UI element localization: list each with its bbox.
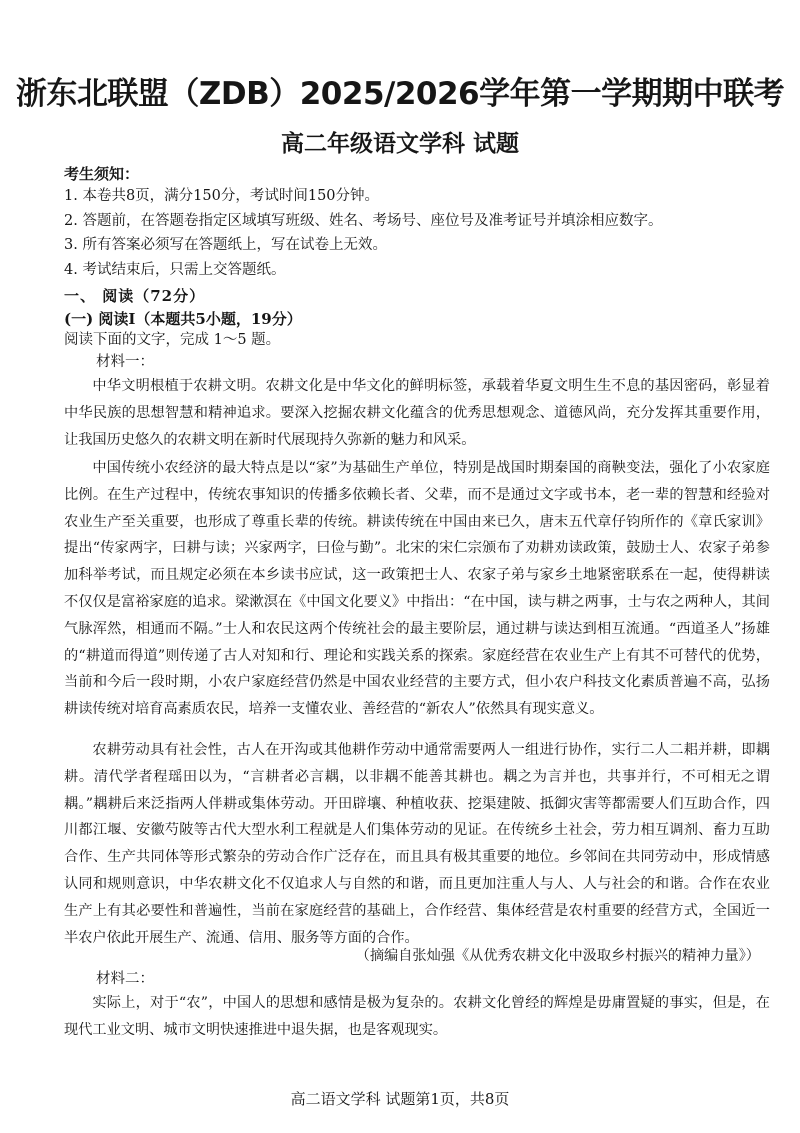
notice-item-4: 4. 考试结束后，只需上交答题纸。 [64, 262, 286, 279]
exam-subtitle: 高二年级语文学科 试题 [280, 131, 519, 157]
material-one-label: 材料一： [96, 354, 154, 370]
subsection-heading: (一) 阅读I（本题共5小题，19分） [64, 310, 302, 328]
material-one-paragraph-2: 中国传统小农经济的最大特点是以“家”为基础生产单位，特别是战国时期秦国的商鞅变法，强化了小农家庭比例。在生产过程中，传统农事知识的传播多依赖长者、父辈，而不是通过文字或书本，老一辈的智慧和经验对农业生产至关重要，也形成了尊重长辈的传统。耕读传统在中国由来已久，唐末五代章仔钧所作的《章氏家训》提出“传家两字，曰耕与读；兴家两字，曰俭与勤”。北宋的宋仁宗颁布了劝耕劝读政策，鼓励士人、农家子弟参加科举考试，而且规定必须在本乡读书应试，这一政策把士人、农家子弟与家乡土地紧密联系在一起，使得耕读不仅仅是富裕家庭的追求。梁漱溟在《中国文化要义》中指出：“在中国，读与耕之两事，士与农之两种人，其间气脉浑然，相通而不隔。”士人和农民这两个传统社会的最主要阶层，通过耕与读达到相互流通。“西道圣人”扬雄的“耕道而得道”则传递了古人对知和行、理论和实践关系的探索。家庭经营在农业生产上有其不可替代的优势，当前和今后一段时期，小农户家庭经营仍然是中国农业经营的主要方式，但小农户科技文化素质普遍不高，弘扬耕读传统对培育高素质农民，培养一支懂农业、善经营的“新农人”依然具有现实意义。 [64, 460, 770, 718]
candidate-notice [64, 164, 764, 283]
material-one-paragraph-3: 农耕劳动具有社会性，古人在开沟或其他耕作劳动中通常需要两人一组进行协作，实行二人二耜并耕，即耦耕。清代学者程瑶田以为，“言耕者必言耦，以非耦不能善其耕也。耦之为言并也，共事并行，不可相无之谓耦。”耦耕后来泛指两人伴耕或集体劳动。开田辟壤、种植收获、挖渠建陂、抵御灾害等都需要人们互助合作，四川都江堰、安徽芍陂等古代大型水利工程就是人们集体劳动的见证。在传统乡土社会，劳力相互调剂、畜力互助合作、生产共同体等形式繁杂的劳动合作广泛存在，而且具有极其重要的地位。乡邻间在共同劳动中，形成情感认同和规则意识，中华农耕文化不仅追求人与自然的和谐，而且更加注重人与人、人与社会的和谐。合作在农业生产上有其必要性和普遍性，当前在家庭经营的基础上，合作经营、集体经营是农村重要的经营方式，全国近一半农户依此开展生产、流通、信用、服务等方面的合作。 [64, 742, 770, 946]
material-two-paragraph-1: 实际上，对于“农”，中国人的思想和感情是极为复杂的。农耕文化曾经的辉煌是毋庸置疑的事实，但是，在现代工业文明、城市文明快速推进中退失据，也是客观现实。 [64, 995, 770, 1038]
material-two-label: 材料二： [96, 971, 154, 987]
section-heading: 一、 阅读（72分） [64, 287, 206, 305]
notice-item-2: 2. 答题前，在答题卷指定区域填写班级、姓名、考场号、座位号及准考证号并填涂相应数字。 [64, 212, 663, 229]
exam-title: 浙东北联盟（ZDB）2025/2026学年第一学期期中联考 [15, 76, 785, 112]
page-footer: 高二语文学科 试题第1页，共8页 [290, 1090, 510, 1108]
material-one-paragraph-1: 中华文明根植于农耕文明。农耕文化是中华文化的鲜明标签，承载着华夏文明生生不息的基因密码，彰显着中华民族的思想智慧和精神追求。要深入挖掘农耕文化蕴含的优秀思想观念、道德风尚，充分发挥其重要作用，让我国历史悠久的农耕文明在新时代展现持久弥新的魅力和风采。 [64, 378, 770, 448]
notice-item-3: 3. 所有答案必须写在答题纸上，写在试卷上无效。 [64, 237, 387, 254]
material-one-source: （摘编自张灿强《从优秀农耕文化中汲取乡村振兴的精神力量》） [355, 948, 760, 964]
notice-item-1: 1. 本卷共8页，满分150分，考试时间150分钟。 [64, 188, 380, 204]
notice-heading: 考生须知： [64, 165, 140, 183]
reading-instruction: 阅读下面的文字，完成 1～5 题。 [64, 332, 281, 348]
